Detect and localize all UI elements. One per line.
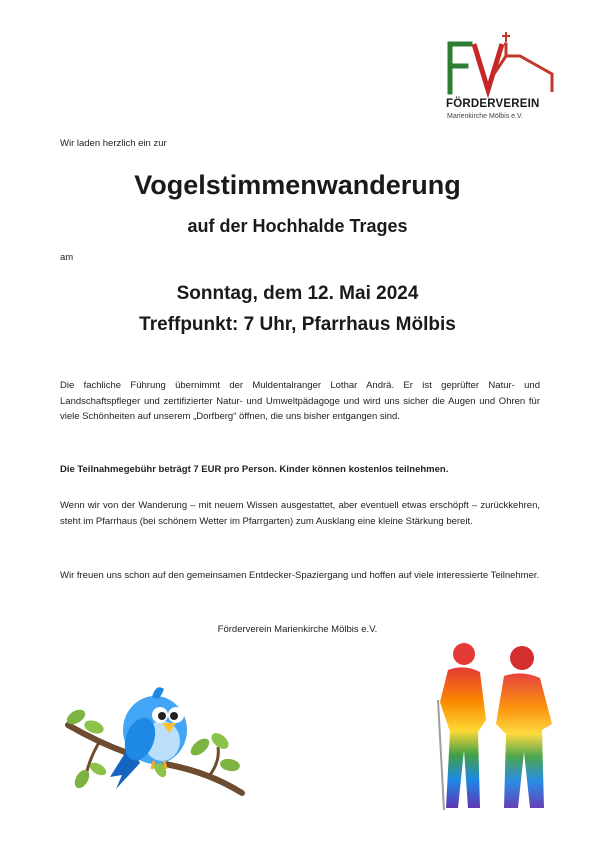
guide-paragraph: Die fachliche Führung übernimmt der Muldentalranger Lothar Andrä. Er ist geprüfter Natur- und Landschaftspfleger und zertifizierter Natur- und Umweltpädagoge und wird uns sicher die Augen und Ohren für viele Schönheiten auf unserem „Dorfberg“ öffnen, die uns bisher entgangen sind. xyxy=(60,380,540,422)
closing-paragraph: Wir freuen uns schon auf den gemeinsamen Entdecker-Spaziergang und hoffen auf viele interessierte Teilnehmer. xyxy=(60,570,540,581)
fee-paragraph: Die Teilnahmegebühr beträgt 7 EUR pro Person. Kinder können kostenlos teilnehmen. xyxy=(60,464,449,475)
return-paragraph: Wenn wir von der Wanderung – mit neuem Wissen ausgestattet, aber eventuell etwas erschöpft – zurückkehren, steht im Pfarrhaus (bei schönem Wetter im Pfarrgarten) zum Ausklang eine kleine Stärkung bereit. xyxy=(60,500,540,527)
logo-organization: FÖRDERVEREIN xyxy=(446,98,540,110)
intro-text: Wir laden herzlich ein zur xyxy=(60,138,167,149)
page-title: Vogelstimmenwanderung xyxy=(134,170,461,200)
fv-church-logo-icon xyxy=(444,30,559,98)
meeting-point: Treffpunkt: 7 Uhr, Pfarrhaus Mölbis xyxy=(139,314,456,335)
event-date: Sonntag, dem 12. Mai 2024 xyxy=(176,283,419,304)
logo xyxy=(444,30,559,125)
page-subtitle: auf der Hochhalde Trages xyxy=(187,216,408,236)
am-label: am xyxy=(60,252,74,263)
logo-subline: Marienkirche Mölbis e.V. xyxy=(447,113,523,120)
bluebird-on-branch-icon xyxy=(60,665,250,800)
signature: Förderverein Marienkirche Mölbis e.V. xyxy=(217,624,378,635)
rainbow-hikers-icon xyxy=(430,640,560,815)
